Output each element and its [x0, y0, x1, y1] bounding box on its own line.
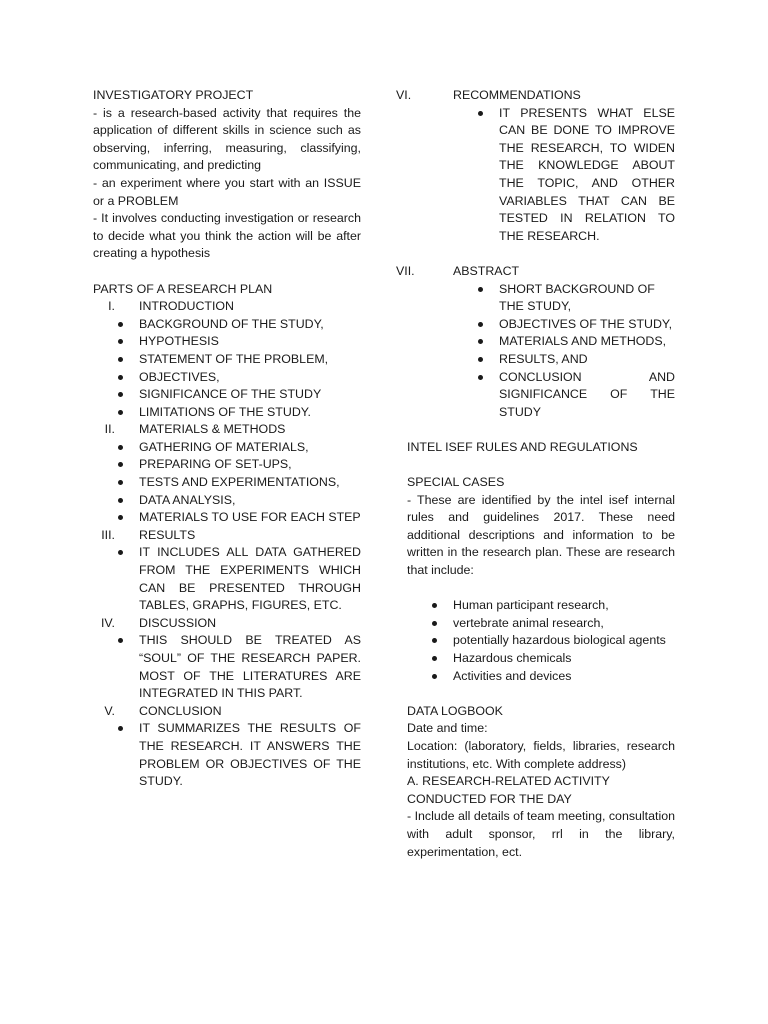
logbook-location: Location: (laboratory, fields, libraries, research institutions, etc. With complete address): [407, 738, 675, 771]
section-number: I.: [108, 299, 115, 314]
special-cases-list: [407, 597, 675, 685]
list-item: IT PRESENTS WHAT ELSE CAN BE DONE TO IMPROVE THE RESEARCH, TO WIDEN THE KNOWLEDGE ABOUT THE TOPIC, AND OTHER VARIABLES THAT CAN BE TESTED IN RELATION TO THE RESEARCH.: [453, 105, 675, 246]
list-item: IT SUMMARIZES THE RESULTS OF THE RESEARCH. IT ANSWERS THE PROBLEM OR OBJECTIVES OF THE STUDY.: [93, 720, 361, 790]
research-plan-parts: [93, 298, 361, 791]
discussion-bullets: [93, 632, 361, 702]
section-recommendations: [396, 87, 675, 105]
section-introduction: [93, 298, 361, 316]
list-item: PREPARING OF SET-UPS,: [93, 456, 361, 474]
list-item: MATERIALS TO USE FOR EACH STEP: [93, 509, 361, 527]
research-plan-parts-continued: [396, 87, 675, 245]
materials-bullets: [93, 439, 361, 527]
logbook-activity-text: - Include all details of team meeting, consultation with adult sponsor, rrl in the library, experimentation, ect.: [407, 809, 675, 859]
section-discussion: [93, 615, 361, 633]
list-item: CONCLUSION AND SIGNIFICANCE OF THE STUDY: [453, 369, 675, 422]
list-item: RESULTS, AND: [453, 351, 675, 369]
section-number: III.: [101, 527, 115, 542]
list-item: MATERIALS AND METHODS,: [453, 333, 675, 351]
logbook-activity-title: A. RESEARCH-RELATED ACTIVITY CONDUCTED FOR THE DAY: [407, 774, 610, 806]
section-results-items: [93, 544, 361, 614]
logbook-date: Date and time:: [407, 721, 488, 736]
list-item: DATA ANALYSIS,: [93, 492, 361, 510]
ip-definition-1: - is a research-based activity that requires the application of different skills in science such as observing, inferring, measuring, classifying, communicating, and predicting: [93, 105, 361, 173]
results-bullets: [93, 544, 361, 614]
list-item: OBJECTIVES,: [93, 369, 361, 387]
section-number: VI.: [396, 88, 412, 102]
list-item: Activities and devices: [407, 668, 675, 686]
section-results: [93, 527, 361, 545]
list-item: THIS SHOULD BE TREATED AS “SOUL” OF THE RESEARCH PAPER. MOST OF THE LITERATURES ARE INTEGRATED IN THIS PART.: [93, 632, 361, 702]
abstract-bullets: [453, 281, 675, 422]
section-recommendations-items: [407, 105, 675, 246]
list-item: GATHERING OF MATERIALS,: [93, 439, 361, 457]
section-title: INTRODUCTION: [139, 299, 234, 314]
section-number: V.: [104, 703, 115, 718]
section-title: CONCLUSION: [139, 703, 222, 718]
list-item: potentially hazardous biological agents: [407, 632, 675, 650]
section-introduction-items: [93, 316, 361, 422]
ip-definition-3: - It involves conducting investigation or research to decide what you think the action will be after creating a hypothesis: [93, 211, 361, 261]
section-title: RECOMMENDATIONS: [453, 88, 581, 102]
special-cases-text: - These are identified by the intel isef internal rules and guidelines 2017. These need additional descriptions and information to be written in the research plan. These are research that include:: [407, 492, 675, 578]
logbook-title: DATA LOGBOOK: [407, 703, 503, 718]
list-item: SHORT BACKGROUND OF THE STUDY,: [453, 281, 675, 316]
parts-title: PARTS OF A RESEARCH PLAN: [93, 281, 273, 296]
special-cases-title: SPECIAL CASES: [407, 475, 505, 490]
section-number: II.: [104, 422, 115, 437]
section-title: ABSTRACT: [453, 263, 520, 278]
list-item: BACKGROUND OF THE STUDY,: [93, 316, 361, 334]
list-item: SIGNIFICANCE OF THE STUDY: [93, 386, 361, 404]
section-materials-methods: [93, 421, 361, 439]
section-abstract-items: [407, 281, 675, 422]
research-plan-parts-abstract: [396, 263, 675, 421]
list-item: OBJECTIVES OF THE STUDY,: [453, 316, 675, 334]
section-title: DISCUSSION: [139, 615, 217, 630]
list-item: vertebrate animal research,: [407, 615, 675, 633]
ip-definition-2: - an experiment where you start with an ISSUE or a PROBLEM: [93, 175, 361, 208]
recommendations-bullets: [453, 105, 675, 246]
section-conclusion-items: [93, 720, 361, 790]
section-materials-items: [93, 439, 361, 527]
list-item: IT INCLUDES ALL DATA GATHERED FROM THE EXPERIMENTS WHICH CAN BE PRESENTED THROUGH TABLES, GRAPHS, FIGURES, ETC.: [93, 544, 361, 614]
conclusion-bullets: [93, 720, 361, 790]
list-item: LIMITATIONS OF THE STUDY.: [93, 404, 361, 422]
left-column: [93, 87, 361, 791]
introduction-bullets: [93, 316, 361, 422]
section-conclusion: [93, 703, 361, 721]
list-item: STATEMENT OF THE PROBLEM,: [93, 351, 361, 369]
right-column: [396, 87, 675, 861]
list-item: Human participant research,: [407, 597, 675, 615]
ip-title: INVESTIGATORY PROJECT: [93, 88, 254, 102]
section-title: RESULTS: [139, 527, 196, 542]
section-number: IV.: [100, 615, 115, 630]
isef-title: INTEL ISEF RULES AND REGULATIONS: [407, 439, 638, 454]
section-number: VII.: [396, 263, 415, 278]
list-item: HYPOTHESIS: [93, 333, 361, 351]
section-abstract: [396, 263, 675, 281]
list-item: TESTS AND EXPERIMENTATIONS,: [93, 474, 361, 492]
section-discussion-items: [93, 632, 361, 702]
section-title: MATERIALS & METHODS: [139, 422, 286, 437]
list-item: Hazardous chemicals: [407, 650, 675, 668]
